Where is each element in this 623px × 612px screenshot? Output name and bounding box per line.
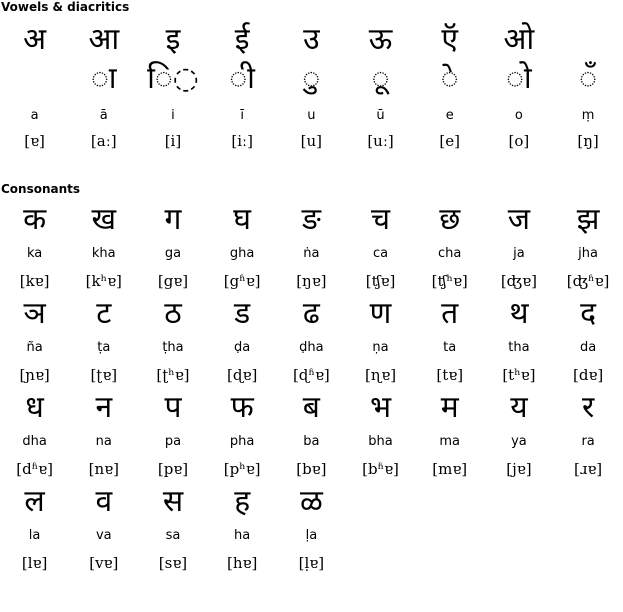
consonant-ipa: [ɳɐ] bbox=[365, 366, 397, 384]
vowels-section-title: Vowels & diacritics bbox=[1, 0, 130, 14]
consonant-letter: ण bbox=[369, 296, 392, 331]
consonant-ipa: [kʰɐ] bbox=[85, 272, 122, 290]
consonant-letter: ङ bbox=[301, 202, 321, 237]
consonant-transliteration: ba bbox=[303, 434, 320, 449]
vowel-transliteration: ā bbox=[99, 108, 108, 123]
consonant-transliteration: ṭa bbox=[97, 340, 111, 355]
vowel-ipa: [u] bbox=[300, 132, 323, 150]
consonant-letter: छ bbox=[439, 202, 461, 237]
consonant-ipa: [dʱɐ] bbox=[16, 460, 53, 478]
vowel-letter: उ bbox=[303, 22, 320, 57]
consonant-cell bbox=[415, 296, 484, 384]
consonant-letter: य bbox=[510, 390, 528, 425]
consonant-cell bbox=[69, 296, 138, 384]
vowel-cell bbox=[277, 22, 346, 150]
vowel-cell bbox=[346, 22, 415, 150]
vowel-diacritic: ◌ा bbox=[90, 61, 117, 96]
consonants-grid bbox=[0, 202, 623, 572]
vowel-letter: ई bbox=[234, 22, 250, 57]
consonant-ipa: [hɐ] bbox=[227, 554, 258, 572]
consonant-transliteration: ṅa bbox=[303, 246, 320, 261]
vowel-cell bbox=[69, 22, 138, 150]
vowel-diacritic: ◌ँ bbox=[579, 61, 597, 96]
consonant-ipa: [ɖʱɐ] bbox=[292, 366, 330, 384]
consonant-transliteration: ḍha bbox=[299, 340, 324, 355]
consonant-ipa: [nɐ] bbox=[88, 460, 119, 478]
consonant-cell bbox=[208, 390, 277, 478]
consonant-cell bbox=[554, 390, 623, 478]
vowel-cell bbox=[0, 22, 69, 150]
consonant-letter: स bbox=[162, 484, 184, 519]
vowel-letter: ओ bbox=[503, 22, 535, 57]
consonant-transliteration: ca bbox=[372, 246, 389, 261]
consonant-ipa: [ʧɐ] bbox=[365, 272, 396, 290]
vowel-letter: अ bbox=[23, 22, 47, 57]
consonant-transliteration: ra bbox=[581, 434, 595, 449]
consonant-ipa: [ʈɐ] bbox=[90, 366, 118, 384]
consonant-letter: ह bbox=[234, 484, 251, 519]
consonant-cell bbox=[277, 390, 346, 478]
consonant-ipa: [ʈʰɐ] bbox=[156, 366, 190, 384]
consonant-ipa: [ɹɐ] bbox=[574, 460, 603, 478]
vowel-ipa: [aː] bbox=[90, 132, 117, 150]
consonant-cell bbox=[484, 296, 553, 384]
consonant-transliteration: ḍa bbox=[234, 340, 251, 355]
consonant-transliteration: ka bbox=[26, 246, 43, 261]
vowel-cell bbox=[138, 22, 207, 150]
consonant-transliteration: kha bbox=[91, 246, 116, 261]
consonant-ipa: [pʰɐ] bbox=[223, 460, 261, 478]
consonant-ipa: [tɐ] bbox=[436, 366, 464, 384]
consonant-letter: र bbox=[581, 390, 595, 425]
consonant-ipa: [ɖɐ] bbox=[226, 366, 258, 384]
vowels-grid bbox=[0, 22, 623, 150]
consonant-letter: झ bbox=[576, 202, 600, 237]
vowel-letter: आ bbox=[88, 22, 120, 57]
consonant-letter: ड bbox=[234, 296, 251, 331]
vowel-letter: ऊ bbox=[368, 22, 393, 57]
consonant-ipa: [ḷɐ] bbox=[298, 554, 325, 572]
consonant-letter: थ bbox=[509, 296, 529, 331]
vowel-letter: इ bbox=[165, 22, 181, 57]
consonant-letter: ज bbox=[507, 202, 531, 237]
consonant-cell bbox=[484, 390, 553, 478]
consonant-letter: न bbox=[95, 390, 113, 425]
vowel-transliteration: ū bbox=[376, 108, 385, 123]
vowel-cell bbox=[415, 22, 484, 150]
consonant-letter: ख bbox=[91, 202, 117, 237]
vowel-ipa: [i] bbox=[164, 132, 182, 150]
consonant-transliteration: ya bbox=[511, 434, 527, 449]
consonant-ipa: [ʤɐ] bbox=[500, 272, 537, 290]
consonant-letter: ट bbox=[96, 296, 112, 331]
consonant-transliteration: ma bbox=[439, 434, 461, 449]
consonant-cell bbox=[346, 296, 415, 384]
consonant-letter: ग bbox=[164, 202, 182, 237]
vowel-diacritic: ◌ी bbox=[229, 61, 255, 96]
consonant-letter: घ bbox=[233, 202, 252, 237]
consonant-letter: क bbox=[23, 202, 47, 237]
vowel-ipa: [ŋ] bbox=[577, 132, 599, 150]
consonant-letter: ञ bbox=[23, 296, 46, 331]
consonant-cell bbox=[0, 390, 69, 478]
consonant-ipa: [mɐ] bbox=[432, 460, 468, 478]
consonant-ipa: [jɐ] bbox=[506, 460, 532, 478]
consonant-ipa: [ʧʰɐ] bbox=[431, 272, 468, 290]
consonant-letter: ब bbox=[302, 390, 320, 425]
consonant-cell bbox=[69, 390, 138, 478]
vowel-ipa: [e] bbox=[439, 132, 461, 150]
consonant-transliteration: ja bbox=[513, 246, 525, 261]
consonant-transliteration: va bbox=[95, 528, 112, 543]
consonant-transliteration: ha bbox=[234, 528, 251, 543]
vowel-transliteration: e bbox=[445, 108, 454, 123]
consonant-transliteration: dha bbox=[22, 434, 47, 449]
consonant-transliteration: gha bbox=[229, 246, 255, 261]
consonant-letter: ल bbox=[24, 484, 45, 519]
consonant-cell bbox=[138, 484, 207, 572]
consonant-ipa: [vɐ] bbox=[89, 554, 119, 572]
vowel-cell bbox=[208, 22, 277, 150]
consonant-transliteration: da bbox=[579, 340, 597, 355]
consonant-letter: फ bbox=[230, 390, 254, 425]
vowel-transliteration: u bbox=[307, 108, 316, 123]
consonant-ipa: [gʱɐ] bbox=[223, 272, 261, 290]
consonant-ipa: [dɐ] bbox=[572, 366, 604, 384]
consonant-transliteration: la bbox=[28, 528, 41, 543]
consonant-transliteration: pa bbox=[164, 434, 182, 449]
consonant-letter: ळ bbox=[299, 484, 323, 519]
consonant-cell bbox=[277, 484, 346, 572]
consonant-letter: व bbox=[95, 484, 113, 519]
vowel-cell bbox=[484, 22, 553, 150]
consonant-transliteration: cha bbox=[438, 246, 462, 261]
consonant-cell bbox=[208, 202, 277, 290]
consonant-ipa: [tʰɐ] bbox=[502, 366, 536, 384]
consonant-letter: च bbox=[371, 202, 391, 237]
consonant-transliteration: ṇa bbox=[372, 340, 389, 355]
consonant-letter: ठ bbox=[164, 296, 182, 331]
vowel-diacritic: ि◌ bbox=[147, 61, 199, 96]
consonant-ipa: [ʤʱɐ] bbox=[566, 272, 610, 290]
vowel-transliteration: ṃ bbox=[581, 108, 595, 123]
consonant-transliteration: ga bbox=[164, 246, 182, 261]
vowel-transliteration: i bbox=[171, 108, 175, 123]
consonant-transliteration: ta bbox=[443, 340, 457, 355]
consonant-ipa: [ɲɐ] bbox=[19, 366, 50, 384]
vowel-transliteration: ī bbox=[240, 108, 244, 123]
vowel-ipa: [uː] bbox=[367, 132, 394, 150]
consonant-cell bbox=[0, 484, 69, 572]
consonant-letter: द bbox=[580, 296, 597, 331]
consonant-cell bbox=[346, 390, 415, 478]
vowel-diacritic: ◌े bbox=[440, 61, 459, 96]
consonant-ipa: [kɐ] bbox=[19, 272, 50, 290]
consonant-transliteration: jha bbox=[578, 246, 598, 261]
consonant-transliteration: ṭha bbox=[162, 340, 184, 355]
consonant-letter: ध bbox=[25, 390, 44, 425]
consonant-cell bbox=[0, 202, 69, 290]
consonant-ipa: [bʱɐ] bbox=[362, 460, 399, 478]
consonant-transliteration: ña bbox=[26, 340, 43, 355]
vowel-diacritic: ◌ू bbox=[371, 61, 390, 96]
consonant-cell bbox=[484, 202, 553, 290]
consonant-ipa: [pɐ] bbox=[157, 460, 189, 478]
consonant-letter: भ bbox=[369, 390, 392, 425]
vowel-ipa: [iː] bbox=[231, 132, 253, 150]
consonant-transliteration: bha bbox=[368, 434, 393, 449]
consonant-ipa: [ŋɐ] bbox=[296, 272, 327, 290]
consonant-transliteration: tha bbox=[508, 340, 530, 355]
consonant-ipa: [lɐ] bbox=[21, 554, 48, 572]
consonant-cell bbox=[69, 202, 138, 290]
consonant-ipa: [bɐ] bbox=[296, 460, 327, 478]
vowel-cell bbox=[554, 22, 623, 150]
consonant-cell bbox=[277, 296, 346, 384]
consonant-letter: त bbox=[441, 296, 459, 331]
consonant-transliteration: pha bbox=[229, 434, 255, 449]
consonant-cell bbox=[138, 296, 207, 384]
consonant-transliteration: na bbox=[95, 434, 112, 449]
consonant-cell bbox=[0, 296, 69, 384]
consonant-ipa: [sɐ] bbox=[158, 554, 188, 572]
consonant-cell bbox=[69, 484, 138, 572]
consonant-cell bbox=[554, 296, 623, 384]
consonant-cell bbox=[138, 390, 207, 478]
consonant-cell bbox=[138, 202, 207, 290]
consonant-letter: ढ bbox=[302, 296, 320, 331]
consonants-section-title: Consonants bbox=[1, 182, 81, 196]
vowel-transliteration: a bbox=[30, 108, 39, 123]
consonant-cell bbox=[346, 202, 415, 290]
vowel-diacritic: ◌ो bbox=[506, 61, 532, 96]
consonant-cell bbox=[208, 484, 277, 572]
vowel-letter: ऍ bbox=[441, 22, 459, 57]
consonant-cell bbox=[277, 202, 346, 290]
vowel-ipa: [o] bbox=[508, 132, 530, 150]
consonant-cell bbox=[554, 202, 623, 290]
consonant-transliteration: sa bbox=[165, 528, 181, 543]
consonant-transliteration: ḷa bbox=[305, 528, 318, 543]
vowel-transliteration: o bbox=[514, 108, 523, 123]
vowel-ipa: [ɐ] bbox=[24, 132, 45, 150]
consonant-letter: म bbox=[440, 390, 459, 425]
consonant-letter: प bbox=[164, 390, 182, 425]
consonant-cell bbox=[208, 296, 277, 384]
vowel-diacritic: ◌ु bbox=[302, 61, 321, 96]
consonant-cell bbox=[415, 202, 484, 290]
consonant-ipa: [gɐ] bbox=[157, 272, 189, 290]
consonant-cell bbox=[415, 390, 484, 478]
